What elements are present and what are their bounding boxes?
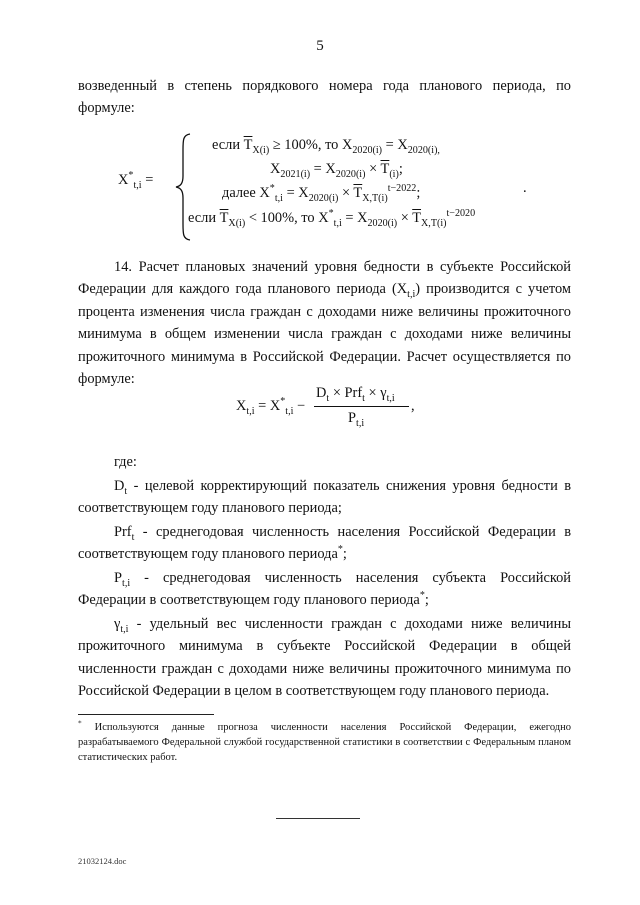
formula1-line3: далее $X^*_{t,i} = X_{2020(i)} \times \overline{T}_{X,T(i)}^{t-2022}$; — [222, 183, 421, 204]
intro-paragraph: возведенный в степень порядкового номера года планового периода, по формуле: — [78, 78, 571, 117]
formula1-line1: если $\overline{T}_{X(i)} \ge 100\%$, то $X_{2020(i)} = X_{2020(i),}$ — [212, 137, 440, 156]
formula1-lhs: $X^*_{t,i}$ = — [118, 170, 154, 191]
formula2-lhs: $X_{t,i} = X^*_{t,i}$ − — [236, 396, 306, 417]
definition-dt: $D_t$ - целевой корректирующий показатель снижения уровня бедности в соответствующем году планового периода; — [78, 478, 571, 517]
formula2-denominator: $P_{t,i}$ — [348, 410, 365, 429]
page-number: 5 — [316, 38, 324, 54]
formula1-trail: . — [523, 180, 527, 196]
formula2-end: , — [411, 398, 415, 414]
definition-gamma: $\gamma_{t,i}$ - удельный вес численности граждан с доходами ниже величины прожиточного минимума в субъекте Российской Федерации в общей численности граждан с доходами ниже величины прожиточного минимума по Российской Федерации в целом в соответствующем году планового периода. — [78, 616, 571, 700]
definition-pti: $P_{t,i}$ - среднегодовая численность населения субъекта Российской Федерации в соответствующем году планового периода*; — [78, 570, 571, 609]
definition-prft: Prf$_t$ - среднегодовая численность населения Российской Федерации в соответствующем году планового периода*; — [78, 524, 571, 563]
end-rule — [276, 818, 360, 819]
formula1-line2: $X_{2021(i)} = X_{2020(i)} \times \overline{T}_{(i)}$; — [270, 161, 403, 180]
formula2-numerator: $D_t \times Prf_t \times \gamma_{t,i}$ — [316, 385, 395, 404]
paragraph-14: 14. Расчет плановых значений уровня бедности в субъекте Российской Федерации для каждого года планового периода $(X_{t,i})$ производится с учетом процента изменения числа граждан с доходами ниже величины прожиточного минимума в общем изменении числа граждан с доходами ниже величины прожиточного минимума в Российской Федерации. Расчет осуществляется по формуле: — [78, 259, 571, 388]
document-filename: 21032124.doc — [78, 856, 127, 866]
formula1-line4: если $\overline{T}_{X(i)} < 100\%$, то $X^*_{t,i} = X_{2020(i)} \times \overline{T}_{X,T(i)}^{t-2020}$ — [188, 208, 476, 229]
where-label: где: — [114, 454, 137, 470]
footnote: * Используются данные прогноза численности населения Российской Федерации, ежегодно разрабатываемого Федеральной службой государственной статистики в соответствии с Федеральным планом статистических работ. — [78, 718, 571, 763]
footnote-separator — [78, 714, 214, 715]
formula2-fraction-bar — [314, 406, 409, 407]
